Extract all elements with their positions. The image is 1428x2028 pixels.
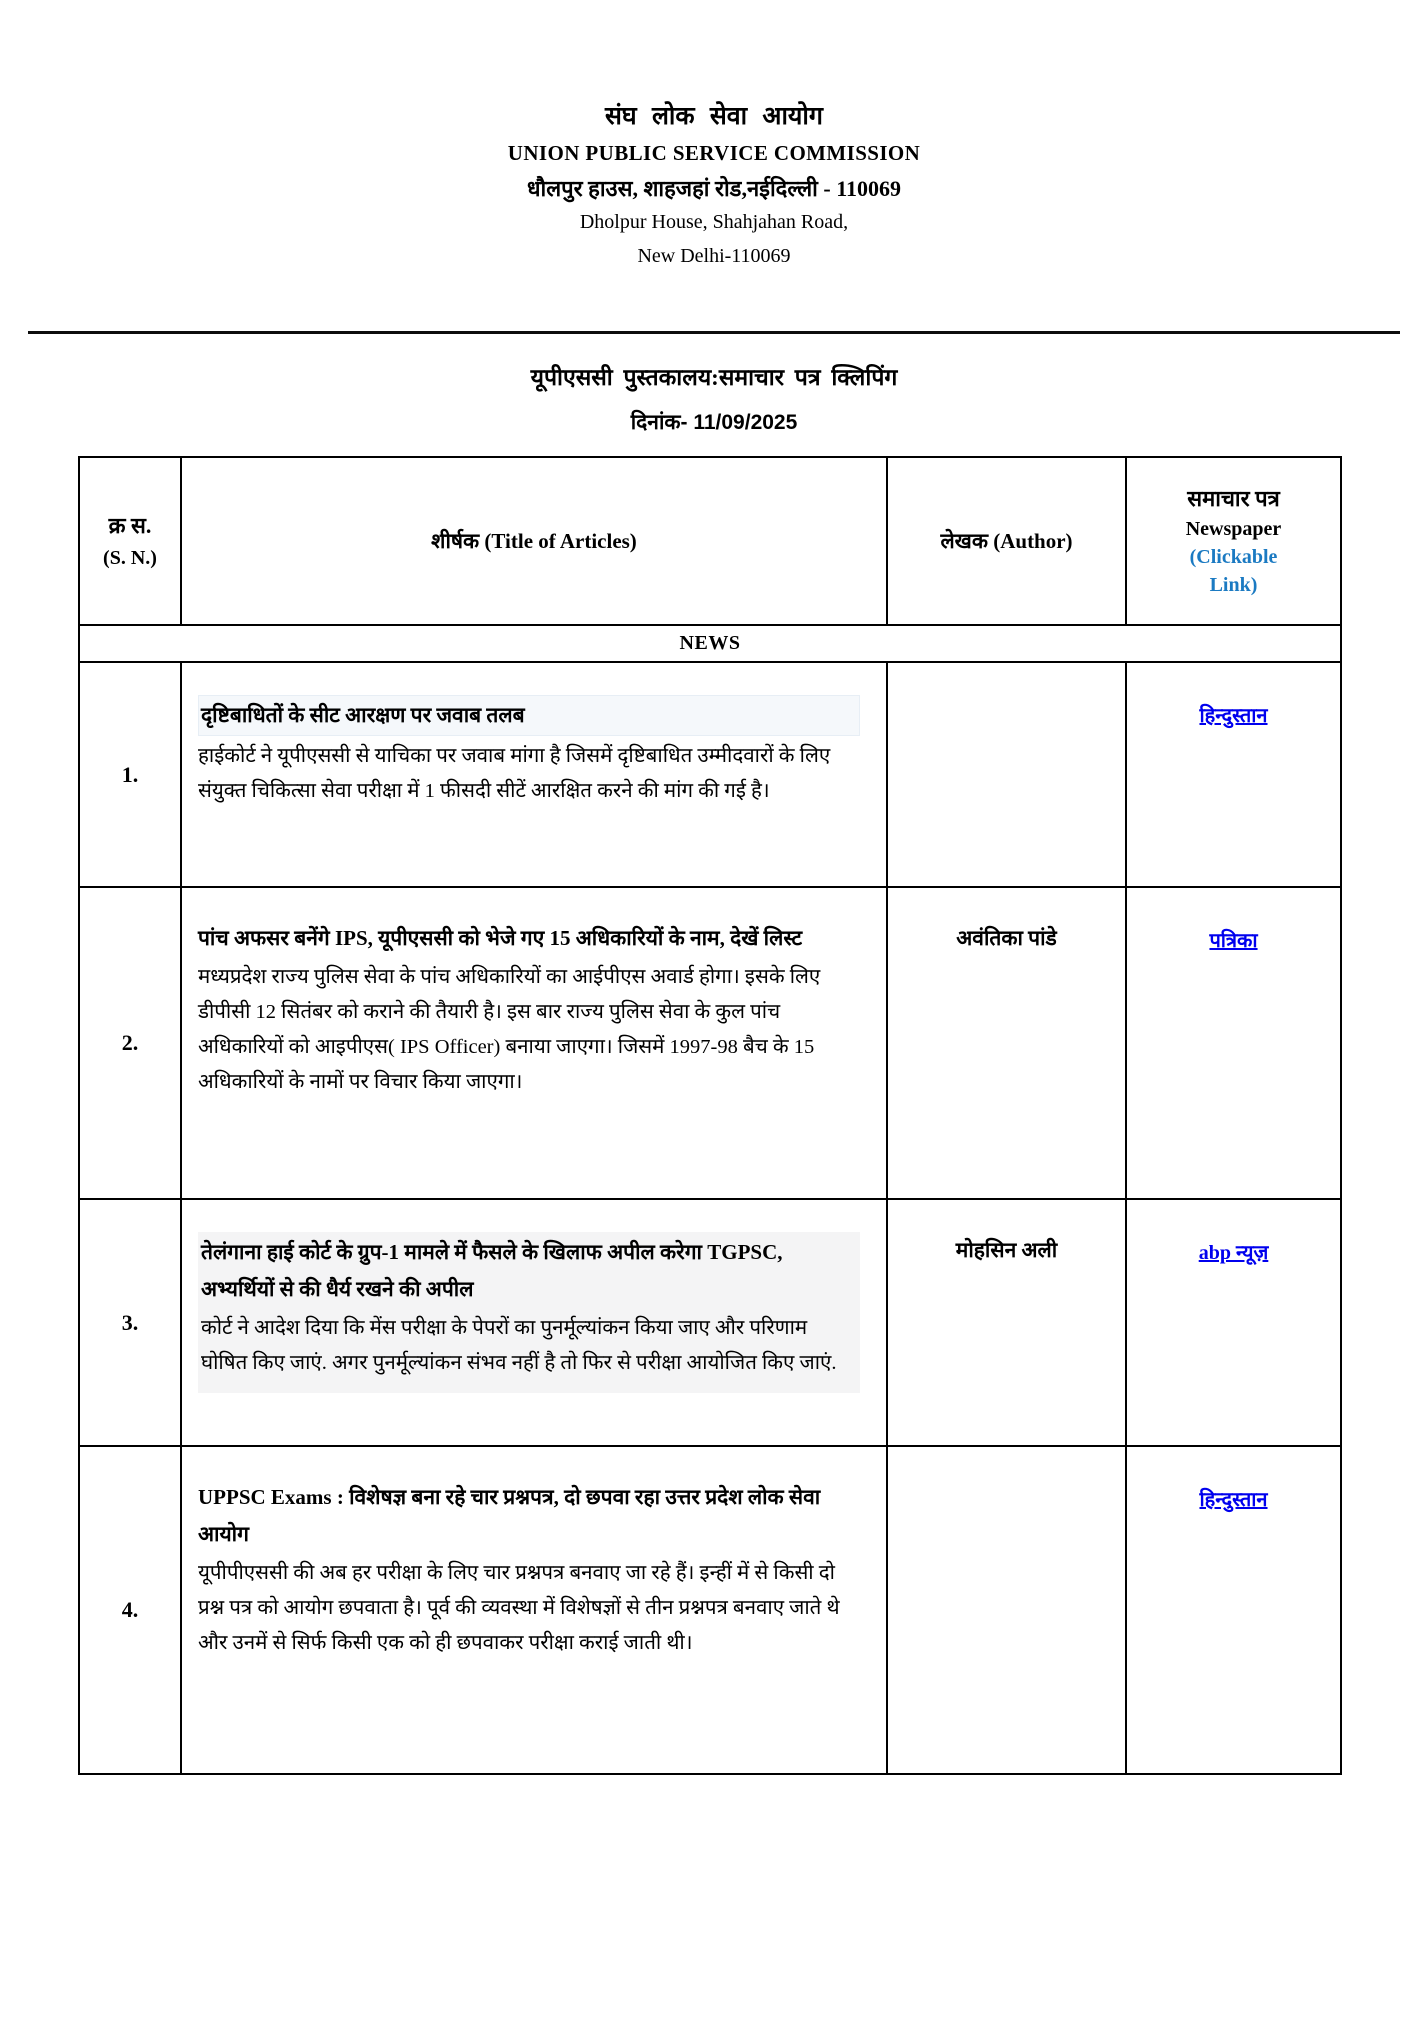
table-row <box>79 1446 1341 1774</box>
article-cell <box>181 662 887 887</box>
col-header-author: लेखक (Author) <box>887 457 1126 625</box>
article-summary: हाईकोर्ट ने यूपीएससी से याचिका पर जवाब मांगा है जिसमें दृष्टिबाधित उम्मीदवारों के लिए संयुक्त चिकित्सा सेवा परीक्षा में 1 फीसदी सीटें आरक्षित करने की मांग की गई है। <box>198 745 831 802</box>
newspaper-cell <box>1126 887 1341 1199</box>
row-number: 4. <box>79 1446 181 1774</box>
newspaper-link[interactable]: हिन्दुस्तान <box>1199 1489 1268 1511</box>
col-header-serial-english: (S. N.) <box>103 547 157 569</box>
article-cell <box>181 887 887 1199</box>
table-row <box>79 662 1341 887</box>
col-header-newspaper <box>1126 457 1341 625</box>
article-title: तेलंगाना हाई कोर्ट के ग्रुप-1 मामले में फैसले के खिलाफ अपील करेगा TGPSC, अभ्यर्थियों से की धैर्य रखने की अपील <box>201 1240 783 1301</box>
address-english-line1: Dholpur House, Shahjahan Road, <box>579 211 849 233</box>
highlighted-article-block <box>198 1232 860 1393</box>
author-cell <box>887 1446 1126 1774</box>
horizontal-divider <box>28 331 1400 334</box>
table-row <box>79 887 1341 1199</box>
author-cell <box>887 662 1126 887</box>
newspaper-cell <box>1126 662 1341 887</box>
article-summary: यूपीपीएससी की अब हर परीक्षा के लिए चार प्रश्नपत्र बनवाए जा रहे हैं। इन्हीं में से किसी दो प्रश्न पत्र को आयोग छपवाता है। पूर्व की व्यवस्था में विशेषज्ञों से तीन प्रश्नपत्र बनवाए जाते थे और उनमें से सिर्फ किसी एक को ही छपवाकर परीक्षा कराई जाती थी। <box>198 1562 840 1654</box>
article-cell <box>181 1199 887 1446</box>
org-name-english: UNION PUBLIC SERVICE COMMISSION <box>507 141 921 165</box>
address-hindi: धौलपुर हाउस, शाहजहां रोड,नईदिल्ली - 110069 <box>527 176 901 201</box>
author-cell: अवंतिका पांडे <box>887 887 1126 1199</box>
newspaper-link[interactable]: पत्रिका <box>1209 930 1258 952</box>
article-cell <box>181 1446 887 1774</box>
article-title: UPPSC Exams : विशेषज्ञ बना रहे चार प्रश्नपत्र, दो छपवा रहा उत्तर प्रदेश लोक सेवा आयोग <box>198 1485 821 1546</box>
row-number: 3. <box>79 1199 181 1446</box>
newspaper-link[interactable]: abp न्यूज़ <box>1198 1242 1269 1264</box>
author-cell: मोहसिन अली <box>887 1199 1126 1446</box>
address-english-line2: New Delhi-110069 <box>637 245 791 267</box>
article-title: पांच अफसर बनेंगे IPS, यूपीएससी को भेजे गए 15 अधिकारियों के नाम, देखें लिस्ट <box>198 926 803 950</box>
col-header-title: शीर्षक (Title of Articles) <box>181 457 887 625</box>
newspaper-link[interactable]: हिन्दुस्तान <box>1199 705 1268 727</box>
article-summary: मध्यप्रदेश राज्य पुलिस सेवा के पांच अधिकारियों का आईपीएस अवार्ड होगा। इसके लिए डीपीसी 12 सितंबर को कराने की तैयारी है। इस बार राज्य पुलिस सेवा के कुल पांच अधिकारियों को आइपीएस( IPS Officer) बनाया जाएगा। जिसमें 1997-98 बैच के 15 अधिकारियों के नामों पर विचार किया जाएगा। <box>198 966 821 1093</box>
org-name-hindi: संघ लोक सेवा आयोग <box>605 103 823 130</box>
newspaper-cell <box>1126 1446 1341 1774</box>
document-date: दिनांक- 11/09/2025 <box>630 411 798 434</box>
article-title: दृष्टिबाधितों के सीट आरक्षण पर जवाब तलब <box>198 695 860 736</box>
clippings-table <box>78 456 1342 1775</box>
row-number: 1. <box>79 662 181 887</box>
col-header-serial-number <box>79 457 181 625</box>
letterhead <box>0 0 1428 271</box>
section-label-news: NEWS <box>79 625 1341 662</box>
table-header-row <box>79 457 1341 625</box>
page-title: यूपीएससी पुस्तकालय:समाचार पत्र क्लिपिंग <box>530 365 898 390</box>
table-row <box>79 1199 1341 1446</box>
article-summary: कोर्ट ने आदेश दिया कि मेंस परीक्षा के पेपरों का पुनर्मूल्यांकन किया जाए और परिणाम घोषित किए जाएं. अगर पुनर्मूल्यांकन संभव नहीं है तो फिर से परीक्षा आयोजित किए जाएं. <box>201 1317 837 1374</box>
col-header-newspaper-hindi: समाचार पत्र <box>1187 486 1280 511</box>
col-header-newspaper-english: Newspaper <box>1185 518 1282 540</box>
col-header-clickable-note: (Clickable Link) <box>1189 546 1278 596</box>
section-row <box>79 625 1341 662</box>
newspaper-cell <box>1126 1199 1341 1446</box>
col-header-serial-hindi: क्र स. <box>108 513 152 538</box>
row-number: 2. <box>79 887 181 1199</box>
